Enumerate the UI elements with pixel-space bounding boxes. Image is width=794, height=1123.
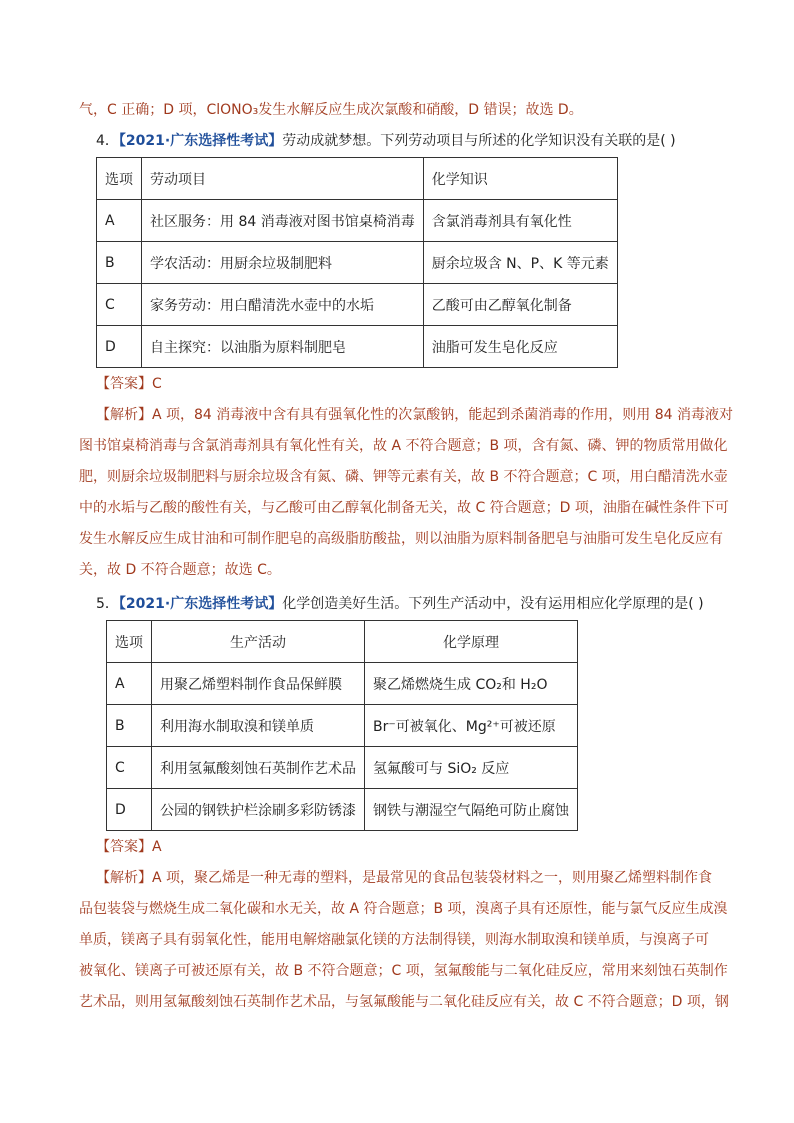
question-5-analysis-line [96, 868, 716, 888]
table-cell: A [107, 663, 152, 705]
table-row [97, 200, 618, 242]
table-cell: 利用氢氟酸刻蚀石英制作艺术品 [152, 747, 365, 789]
table-row [107, 663, 578, 705]
analysis-label: 【解析】 [96, 870, 152, 886]
table-cell: 利用海水制取溴和镁单质 [152, 705, 365, 747]
question-4-stem [96, 131, 716, 151]
table-cell: 用聚乙烯塑料制作食品保鲜膜 [152, 663, 365, 705]
table-cell: 自主探究：以油脂为原料制肥皂 [142, 326, 424, 368]
table-cell: C [97, 284, 142, 326]
table-header-cell: 化学知识 [423, 158, 617, 200]
table-row [107, 789, 578, 831]
question-5-stem [96, 594, 716, 614]
question-5-answer [96, 837, 732, 857]
table-cell: 公园的钢铁护栏涂刷多彩防锈漆 [152, 789, 365, 831]
table-header-row [97, 158, 618, 200]
table-cell: 乙酸可由乙醇氧化制备 [423, 284, 617, 326]
question-5-number: 5． [96, 596, 119, 612]
table-header-row [107, 621, 578, 663]
table-row [107, 705, 578, 747]
question-4-analysis-line: 中的水垢与乙酸的酸性有关，与乙酸可由乙醇氧化制备无关，故 C 符合题意；D 项，油脂在碱性条件下可 [79, 500, 729, 516]
table-header-cell: 选项 [107, 621, 152, 663]
table-cell: B [107, 705, 152, 747]
question-4-analysis-line: 肥，则厨余垃圾制肥料与厨余垃圾含有氮、磷、钾等元素有关，故 B 不符合题意；C 项，用白醋清洗水壶 [79, 469, 728, 485]
answer-label: 【答案】 [96, 376, 152, 392]
table-row [97, 326, 618, 368]
table-cell: B [97, 242, 142, 284]
table-row [97, 284, 618, 326]
table-cell: A [97, 200, 142, 242]
table-cell: 聚乙烯燃烧生成 CO₂和 H₂O [365, 663, 578, 705]
table-cell: Br⁻可被氧化、Mg²⁺可被还原 [365, 705, 578, 747]
question-5-analysis-line: 单质，镁离子具有弱氧化性，能用电解熔融氯化镁的方法制得镁，则海水制取溴和镁单质，与溴离子可 [79, 932, 709, 948]
table-cell: 油脂可发生皂化反应 [423, 326, 617, 368]
question-5-options-table [106, 620, 578, 831]
table-row [97, 242, 618, 284]
question-4-text: 劳动成就梦想。下列劳动项目与所述的化学知识没有关联的是( ) [282, 133, 676, 149]
question-4-analysis-line: 关，故 D 不符合题意；故选 C。 [79, 562, 281, 578]
question-4-answer [96, 374, 732, 394]
table-cell: D [97, 326, 142, 368]
table-row [107, 747, 578, 789]
table-header-cell: 化学原理 [365, 621, 578, 663]
table-header-cell: 生产活动 [152, 621, 365, 663]
table-header-cell: 选项 [97, 158, 142, 200]
table-header-cell: 劳动项目 [142, 158, 424, 200]
table-cell: 社区服务：用 84 消毒液对图书馆桌椅消毒 [142, 200, 424, 242]
question-5-text: 化学创造美好生活。下列生产活动中，没有运用相应化学原理的是( ) [282, 596, 704, 612]
question-4-number: 4． [96, 133, 119, 149]
question-4-analysis-line: 图书馆桌椅消毒与含氯消毒剂具有氧化性有关，故 A 不符合题意；B 项，含有氮、磷、钾的物质常用做化 [79, 438, 728, 454]
answer-value: A [152, 839, 162, 855]
table-cell: 厨余垃圾含 N、P、K 等元素 [423, 242, 617, 284]
table-cell: 氢氟酸可与 SiO₂ 反应 [365, 747, 578, 789]
question-5-analysis-line: 被氧化、镁离子可被还原有关，故 B 不符合题意；C 项，氢氟酸能与二氧化硅反应，常用来刻蚀石英制作 [79, 963, 728, 979]
question-4-analysis-line [96, 405, 734, 425]
question-4-options-table [96, 157, 618, 368]
question-5-source-tag: 【2021·广东选择性考试】 [118, 596, 283, 612]
question-5-analysis-line: 艺术品，则用氢氟酸刻蚀石英制作艺术品，与氢氟酸能与二氧化硅反应有关，故 C 不符合题意；D 项，钢 [79, 994, 729, 1010]
intro-line: 气，C 正确；D 项，ClONO₃发生水解反应生成次氯酸和硝酸，D 错误；故选 D。 [79, 102, 583, 118]
question-4-analysis-line: 发生水解反应生成甘油和可制作肥皂的高级脂肪酸盐，则以油脂为原料制备肥皂与油脂可发生皂化反应有 [79, 531, 723, 547]
table-cell: D [107, 789, 152, 831]
table-cell: 钢铁与潮湿空气隔绝可防止腐蚀 [365, 789, 578, 831]
analysis-label: 【解析】 [96, 407, 152, 423]
table-cell: 含氯消毒剂具有氧化性 [423, 200, 617, 242]
analysis-text: A 项，聚乙烯是一种无毒的塑料，是最常见的食品包装袋材料之一，则用聚乙烯塑料制作食 [152, 870, 713, 886]
question-5-analysis-line: 品包装袋与燃烧生成二氧化碳和水无关，故 A 符合题意；B 项，溴离子具有还原性，能与氯气反应生成溴 [79, 901, 728, 917]
analysis-text: A 项，84 消毒液中含有具有强氧化性的次氯酸钠，能起到杀菌消毒的作用，则用 84 消毒液对 [152, 407, 734, 423]
table-cell: C [107, 747, 152, 789]
table-cell: 学农活动：用厨余垃圾制肥料 [142, 242, 424, 284]
question-4-source-tag: 【2021·广东选择性考试】 [118, 133, 283, 149]
table-cell: 家务劳动：用白醋清洗水壶中的水垢 [142, 284, 424, 326]
answer-label: 【答案】 [96, 839, 152, 855]
answer-value: C [152, 376, 162, 392]
